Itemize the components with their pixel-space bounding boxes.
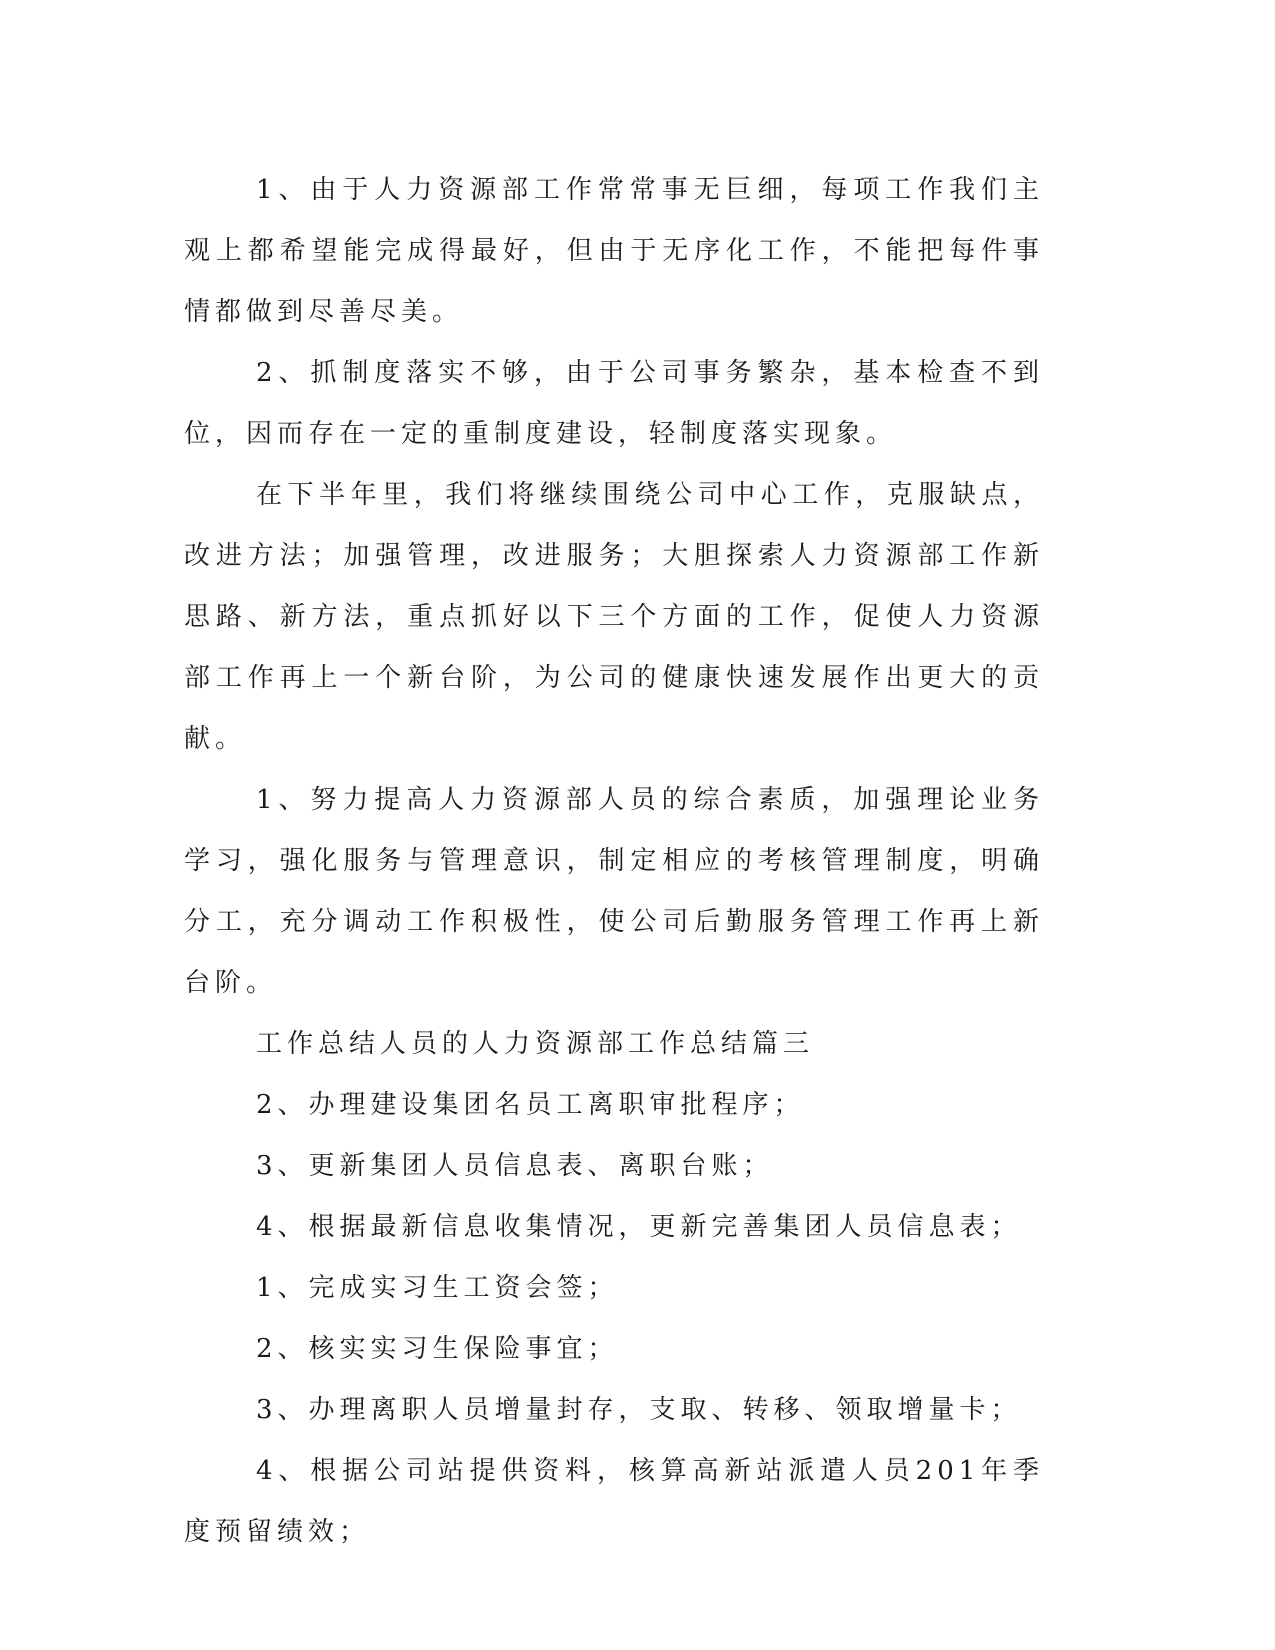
list-item: 3、办理离职人员增量封存，支取、转移、领取增量卡；	[256, 1395, 1022, 1425]
list-item: 4、根据公司站提供资料，核算高新站派遣人员201年季度预留绩效；	[184, 1456, 1044, 1547]
list-item: 2、办理建设集团名员工离职审批程序；	[256, 1090, 805, 1120]
list-item: 4、根据最新信息收集情况，更新完善集团人员信息表；	[256, 1212, 1022, 1242]
list-item: 1、完成实习生工资会签；	[256, 1273, 619, 1303]
paragraph: 在下半年里，我们将继续围绕公司中心工作，克服缺点，改进方法；加强管理，改进服务；大胆探索人力资源部工作新思路、新方法，重点抓好以下三个方面的工作，促使人力资源部工作再上一个新台阶，为公司的健康快速发展作出更大的贡献。	[184, 480, 1044, 754]
list-item: 2、核实实习生保险事宜；	[256, 1334, 619, 1364]
list-item: 3、更新集团人员信息表、离职台账；	[256, 1151, 774, 1181]
paragraph: 1、由于人力资源部工作常常事无巨细，每项工作我们主观上都希望能完成得最好，但由于无序化工作，不能把每件事情都做到尽善尽美。	[184, 175, 1044, 327]
paragraph: 2、抓制度落实不够，由于公司事务繁杂，基本检查不到位，因而存在一定的重制度建设，轻制度落实现象。	[184, 358, 1044, 449]
section-heading: 工作总结人员的人力资源部工作总结篇三	[256, 1029, 815, 1059]
document-body	[184, 160, 1044, 1563]
paragraph: 1、努力提高人力资源部人员的综合素质，加强理论业务学习，强化服务与管理意识，制定相应的考核管理制度，明确分工，充分调动工作积极性，使公司后勤服务管理工作再上新台阶。	[184, 785, 1044, 998]
